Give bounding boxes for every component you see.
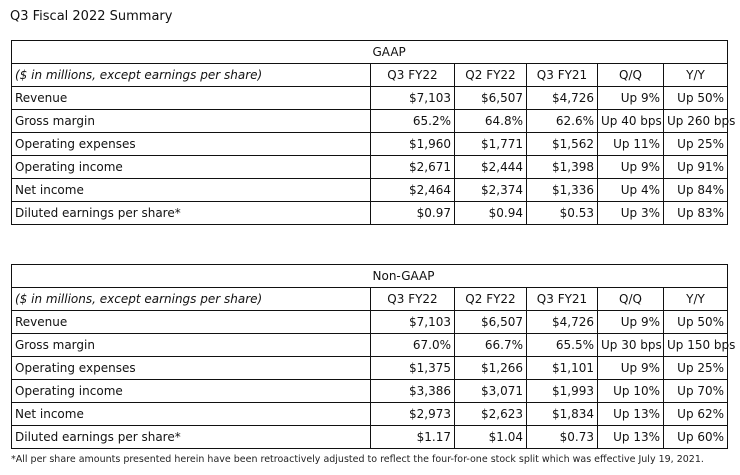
cell-q3fy21: 62.6% (527, 110, 598, 133)
cell-qq: Up 10% (598, 380, 664, 403)
table-row (12, 357, 728, 380)
row-label: Operating expenses (12, 357, 371, 380)
cell-q2fy22: $1.04 (455, 426, 527, 449)
cell-yy: Up 70% (664, 380, 728, 403)
cell-qq: Up 13% (598, 426, 664, 449)
nongaap-section-title: Non-GAAP (371, 265, 728, 288)
cell-yy: Up 50% (664, 87, 728, 110)
cell-q3fy21: 65.5% (527, 334, 598, 357)
column-header-qq: Q/Q (598, 288, 664, 311)
cell-qq: Up 9% (598, 357, 664, 380)
cell-q3fy21: $4,726 (527, 87, 598, 110)
cell-yy: Up 62% (664, 403, 728, 426)
cell-yy: Up 83% (664, 202, 728, 225)
cell-q3fy22: $2,671 (371, 156, 455, 179)
page-title: Q3 Fiscal 2022 Summary (10, 9, 173, 24)
cell-qq: Up 13% (598, 403, 664, 426)
cell-yy: Up 60% (664, 426, 728, 449)
cell-qq: Up 9% (598, 87, 664, 110)
cell-q3fy21: $1,993 (527, 380, 598, 403)
table-row (12, 334, 728, 357)
cell-q3fy21: $1,101 (527, 357, 598, 380)
column-header-yy: Y/Y (664, 288, 728, 311)
row-label: Diluted earnings per share* (12, 426, 371, 449)
cell-q2fy22: $3,071 (455, 380, 527, 403)
row-label: Operating income (12, 380, 371, 403)
cell-q3fy22: 65.2% (371, 110, 455, 133)
cell-q2fy22: 64.8% (455, 110, 527, 133)
table-row (12, 426, 728, 449)
cell-q3fy22: $7,103 (371, 87, 455, 110)
row-label: Operating income (12, 156, 371, 179)
cell-yy: Up 84% (664, 179, 728, 202)
cell-q3fy21: $1,834 (527, 403, 598, 426)
cell-qq: Up 40 bps (598, 110, 664, 133)
cell-q2fy22: $0.94 (455, 202, 527, 225)
column-header-label: ($ in millions, except earnings per share) (12, 288, 371, 311)
cell-q3fy22: $1,960 (371, 133, 455, 156)
cell-q2fy22: 66.7% (455, 334, 527, 357)
cell-yy: Up 150 bps (664, 334, 728, 357)
row-label: Gross margin (12, 334, 371, 357)
table-row (12, 311, 728, 334)
cell-qq: Up 9% (598, 311, 664, 334)
table-row (12, 87, 728, 110)
cell-qq: Up 30 bps (598, 334, 664, 357)
column-header-q3fy21: Q3 FY21 (527, 64, 598, 87)
table-row (12, 179, 728, 202)
column-header-q3fy21: Q3 FY21 (527, 288, 598, 311)
cell-q2fy22: $2,623 (455, 403, 527, 426)
row-label: Diluted earnings per share* (12, 202, 371, 225)
section-spacer (12, 41, 371, 64)
gaap-section-row (12, 41, 728, 64)
gaap-section-title: GAAP (371, 41, 728, 64)
cell-yy: Up 260 bps (664, 110, 728, 133)
row-label: Operating expenses (12, 133, 371, 156)
table-row (12, 156, 728, 179)
cell-q3fy21: $1,398 (527, 156, 598, 179)
cell-yy: Up 91% (664, 156, 728, 179)
table-row (12, 110, 728, 133)
cell-yy: Up 50% (664, 311, 728, 334)
column-header-label: ($ in millions, except earnings per share) (12, 64, 371, 87)
row-label: Revenue (12, 311, 371, 334)
column-header-yy: Y/Y (664, 64, 728, 87)
column-header-qq: Q/Q (598, 64, 664, 87)
cell-q3fy21: $0.53 (527, 202, 598, 225)
cell-q3fy22: $1.17 (371, 426, 455, 449)
nongaap-header-row (12, 288, 728, 311)
cell-qq: Up 4% (598, 179, 664, 202)
table-row (12, 133, 728, 156)
nongaap-table (11, 264, 736, 449)
nongaap-section-row (12, 265, 728, 288)
cell-qq: Up 3% (598, 202, 664, 225)
table-row (12, 403, 728, 426)
cell-q2fy22: $1,266 (455, 357, 527, 380)
cell-yy: Up 25% (664, 133, 728, 156)
column-header-q2fy22: Q2 FY22 (455, 64, 527, 87)
cell-q3fy22: 67.0% (371, 334, 455, 357)
cell-q3fy22: $7,103 (371, 311, 455, 334)
cell-q2fy22: $6,507 (455, 311, 527, 334)
column-header-q3fy22: Q3 FY22 (371, 288, 455, 311)
cell-q2fy22: $2,374 (455, 179, 527, 202)
table-row (12, 202, 728, 225)
cell-q2fy22: $2,444 (455, 156, 527, 179)
cell-q3fy21: $1,562 (527, 133, 598, 156)
row-label: Net income (12, 179, 371, 202)
cell-q3fy22: $1,375 (371, 357, 455, 380)
row-label: Revenue (12, 87, 371, 110)
cell-qq: Up 11% (598, 133, 664, 156)
cell-q2fy22: $1,771 (455, 133, 527, 156)
column-header-q2fy22: Q2 FY22 (455, 288, 527, 311)
table-row (12, 380, 728, 403)
cell-q3fy22: $2,464 (371, 179, 455, 202)
section-spacer (12, 265, 371, 288)
cell-q3fy22: $2,973 (371, 403, 455, 426)
cell-q3fy22: $3,386 (371, 380, 455, 403)
row-label: Net income (12, 403, 371, 426)
cell-q3fy21: $0.73 (527, 426, 598, 449)
cell-q2fy22: $6,507 (455, 87, 527, 110)
cell-yy: Up 25% (664, 357, 728, 380)
gaap-table (11, 40, 736, 225)
gaap-header-row (12, 64, 728, 87)
cell-q3fy22: $0.97 (371, 202, 455, 225)
cell-q3fy21: $1,336 (527, 179, 598, 202)
footnote: *All per share amounts presented herein have been retroactively adjusted to reflect the four-for-one stock split which was effective July 19, 2021. (11, 454, 704, 465)
cell-q3fy21: $4,726 (527, 311, 598, 334)
cell-qq: Up 9% (598, 156, 664, 179)
row-label: Gross margin (12, 110, 371, 133)
column-header-q3fy22: Q3 FY22 (371, 64, 455, 87)
